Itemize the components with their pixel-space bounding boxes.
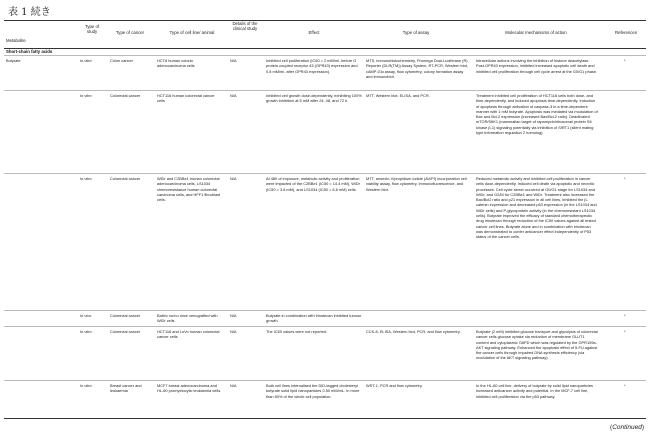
page-header: 表 1 続き [8, 7, 51, 18]
column-header-mechanism: Molecular mechanisms of action [505, 30, 567, 35]
cell-assay: MTT, Western blot, ELISA, and PCR. [366, 93, 430, 98]
cell-cancer: Colorectal cancer [110, 329, 141, 334]
data-table [4, 20, 646, 399]
cell-effect: Both cell lines internalised the DiD-tagged cholesteryl butyrate solid lipid nanoparticles 0.50 mM/mL. In more than 80% of the whole cell population. [266, 383, 360, 399]
cell-clinical: N/A [230, 58, 237, 63]
column-header-metabolite: Metabolite [6, 38, 26, 43]
column-header-cell-line: Type of cell line/ animal [169, 30, 215, 35]
cell-reference: * [624, 313, 626, 318]
row-divider [4, 55, 646, 56]
row-divider [4, 310, 646, 311]
cell-cell-line: HCT116 human colorectal cancer cells [157, 93, 215, 104]
cell-study: In vivo [80, 313, 92, 318]
cell-reference: * [624, 329, 626, 334]
cell-assay: MTS, immunohistochemistry, Promega Dual-Luciferase (R) Reporter (DLR(TM)) Assay System, RT-PCR, Western blot, cAMP-Glo assay, flow cytometry, colony formation assay and immunoblot. [366, 58, 468, 79]
cell-assay: WST-1, PCR and flow cytometry. [366, 383, 423, 388]
row-divider [4, 90, 646, 91]
cell-metabolite: Butyrate [6, 58, 21, 63]
cell-effect: Butyrate in combination with irinotecan inhibited tumour growth. [266, 313, 362, 324]
row-divider [4, 380, 646, 381]
row-divider [4, 326, 646, 327]
cell-assay: MTT, annexin-V/propidium iodide (AV/PI) incorporation cell viability assay, flow cytometry, immunofluorescence, and Western blot. [366, 176, 467, 192]
cell-reference: * [624, 176, 626, 181]
cell-cell-line: WiDr and C2BBe1 human colorectal adenocarcinoma cells, LS1034 chemoresistance human colorectal carcinoma cells, and HFF1 fibroblast cells. [157, 176, 221, 203]
column-header-effect: Effect [308, 30, 320, 35]
column-header-clinical-study: Details of the clinical study [232, 21, 258, 31]
column-header-type-of-cancer: Type of cancer [115, 30, 145, 35]
cell-cancer: Breast cancer and leukaemia [110, 383, 142, 394]
cell-clinical: N/A [230, 313, 237, 318]
cell-study: In vitro [80, 58, 92, 63]
continued-note: (Continued) [610, 424, 644, 431]
cell-cancer: Colorectal cancer [110, 93, 141, 98]
continued-label: Continued [612, 424, 642, 431]
cell-mechanism: Intracellular actions involving the inhibition of histone deacetylase. Post-GPR43 expression, inhibited increased apoptotic cell death and inhibited cell proliferation through cell cycle arrest at the G0/G1 phase. [476, 58, 598, 74]
cell-cancer: Colorectal cancer [110, 313, 141, 318]
cell-study: In vitro [80, 383, 92, 388]
row-divider [4, 173, 646, 174]
column-header-references: References [615, 30, 637, 35]
cell-cancer: Colon cancer [110, 58, 133, 63]
cell-effect: Inhibited cell growth dose-dependently, exhibiting 100% growth inhibition at 5 mM after 24, 48, and 72 h. [266, 93, 362, 104]
cell-reference: * [624, 58, 626, 63]
section-title: Short-chain fatty acids [6, 49, 53, 54]
cell-cancer: Colorectal cancer [110, 176, 141, 181]
table-bottom-rule [4, 418, 646, 419]
cell-clinical: N/A [230, 383, 237, 388]
cell-study: In vitro [80, 93, 92, 98]
cell-cell-line: Balb/c nu/nu mice xenografted with WiDr cells. [157, 313, 218, 324]
cell-effect: The IC50 values were not reported. [266, 329, 327, 334]
cell-clinical: N/A [230, 93, 237, 98]
cell-clinical: N/A [230, 329, 237, 334]
cell-effect: Inhibited cell proliferation (IC50 = 2 mM/ml. before G protein-coupled receptor 43 (GPR43) expression and 0.8 mM/ml. after GPR43 expression). [266, 58, 358, 74]
cell-clinical: N/A [230, 176, 237, 181]
table-header [4, 20, 646, 49]
column-header-type-of-study: Type of study [84, 24, 100, 34]
cell-mechanism: In the HL-60 cell line, delivery of butyrate by solid lipid nanoparticles increased anticancer activity and potential. In the MCF-7 cell line, inhibited cell proliferation via the p53 pathway. [476, 383, 593, 399]
cell-cell-line: MCF7 breast adenocarcinoma and HL-60 promyelocytic leukaemia cells. [157, 383, 222, 394]
cell-assay: CCK-8, ELISA, Western blot, PCR, and flow cytometry. [366, 329, 461, 334]
cell-mechanism: Treatment inhibited cell proliferation of HCT116 cells both dose- and time-dependently, and induced apoptosis time-dependently. Induction of apoptosis through activation of caspase-3 in a time-dependent manner with 1 mM butyrate. Apoptosis was mediated via modulation of Bax and Bcl-2 expression (increased Bax/Bcl-2 ratio). Deactivated mTOR/S6K1 (mammalian target of rapamycin/ribosomal protein S6 kinase β-1) signaling potentially via inhibition of SIRT1 (silent mating type information regulation 2 homolog). [476, 93, 598, 136]
cell-cell-line: HCT116 and LoVo human colorectal cancer cells [157, 329, 220, 340]
cell-reference: * [624, 383, 626, 388]
column-header-assay: Type of assay [402, 30, 430, 35]
cell-mechanism: Butyrate (2 mM) inhibited glucose transport and glycolysis of colorectal cancer cells glucose uptake via reduction of membrane GLUT1 content and cytoplasmic G6PD which was regulated by the GPR109a-AKT signaling pathway. Enhanced the apoptosis effect of 5-FU against the cancer cells through impaired DNA synthesis efficiency (via modulation of the AKT signaling pathway). [476, 329, 598, 361]
cell-study: In vitro [80, 329, 92, 334]
cell-mechanism: Reduced metabolic activity and inhibited cell proliferation in cancer cells dose-dependently. Induced cell death via apoptotic and necrotic processes. Cell cycle arrest occurred at G0/G1 stage for LS1034 and WiDr, and G2/M for C2BBe1 and WiDr. Treatment also increased the Bax/Bcl2 ratio and p21 expression in all cell lines, inhibited the β-catenin expression and decreased p53 expression (in the LS1034 and WiDr cells) and P-glycoprotein activity (in the chemoresistant LS1034 cells). Butyrate improved the efficacy of standard chemotherapeutic drug irinotecan through reduction of the IC50 values against all tested cancer cell lines. Butyrate alone and in combination with irinotecan was demonstrated to confer anticancer effect independently of P53 status of the cancer cells. [476, 176, 597, 240]
cell-cell-line: HCT8 human colonic adenocarcinoma cells [157, 58, 195, 69]
cell-effect: At 48h of exposure, metabolic activity and proliferation were impacted of the C2BBe1 (IC50 = 14.4 mM), WiDr (IC50 = 3.8 mM), and LS1034 (IC50 = 6.8 mM) cells. [266, 176, 360, 192]
cell-study: In vitro [80, 176, 92, 181]
